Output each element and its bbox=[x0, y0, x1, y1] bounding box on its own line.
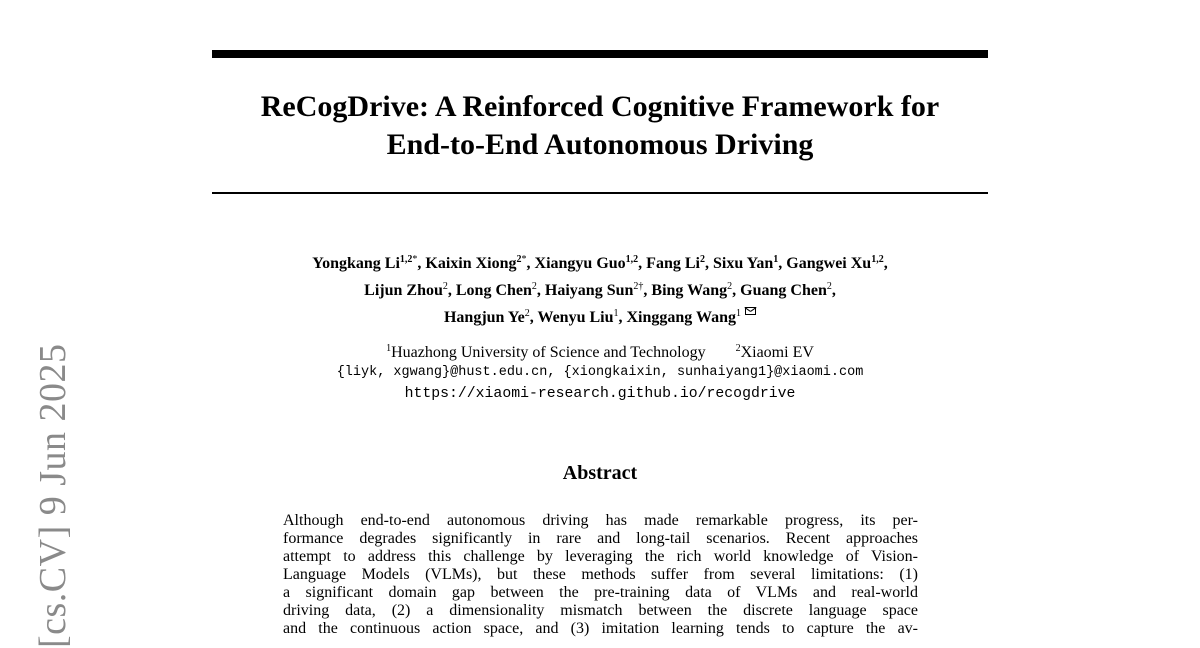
author-affiliation-mark: 2 bbox=[633, 281, 639, 292]
author-affiliation-mark: 2 bbox=[516, 254, 522, 265]
author-line-3: Hangjun Ye$^2$, Wenyu Liu$^1$, Xinggang Wang$^1$ bbox=[200, 302, 1000, 329]
affiliation-number: 1 bbox=[386, 343, 392, 354]
abstract-line: driving data, (2) a dimensionality mismatch between the discrete language space bbox=[283, 602, 918, 619]
abstract-body bbox=[283, 512, 918, 638]
paper-title-line-1: ReCogDrive: A Reinforced Cognitive Framework for bbox=[260, 90, 940, 123]
paper-title bbox=[212, 88, 988, 164]
author-line-1: Yongkang $Li^{1,2*}$, Kaixin Xiong$^{2*}$, Xiangyu Guo$^{1,2}$, Fang Li$^2$, Sixu Yan$^1$, Gangwei Xu$^{1,2}$, bbox=[312, 254, 888, 272]
author-emails: {liyk, xgwang}@hust.edu.cn, {xiongkaixin, sunhaiyang1}@xiaomi.com bbox=[336, 365, 864, 380]
author-name: Wenyu Liu bbox=[537, 309, 614, 326]
author-list bbox=[200, 248, 1000, 329]
author-affiliation-mark: 1,2 bbox=[625, 254, 639, 265]
abstract-heading: Abstract bbox=[562, 462, 638, 484]
envelope-icon bbox=[745, 307, 756, 315]
author-line-2: Lijun Zhou$^2$, Long Chen$^2$, Haiyang Sun$^{2\dagger}$, Bing Wang$^2$, Guang Chen$^2$, bbox=[364, 281, 836, 299]
author-affiliation-mark: 2 bbox=[442, 281, 448, 292]
abstract-line: and the continuous action space, and (3) imitation learning tends to capture the av- bbox=[283, 620, 918, 637]
author-name: Sixu Yan bbox=[712, 255, 774, 272]
equal-contribution-mark: * bbox=[521, 254, 527, 265]
author-name: Xinggang Wang bbox=[626, 309, 737, 326]
author-name: Gangwei Xu bbox=[786, 255, 872, 272]
author-affiliation-mark: 2 bbox=[524, 308, 530, 319]
author-name: Xiangyu Guo bbox=[534, 255, 626, 272]
abstract-line: a significant domain gap between the pre-training data of VLMs and real-world bbox=[283, 584, 918, 601]
author-affiliation-mark: 2 bbox=[826, 281, 832, 292]
equal-contribution-mark: * bbox=[412, 254, 418, 265]
affiliation-name: Huazhong University of Science and Technology bbox=[391, 344, 706, 361]
author-affiliation-mark: 1 bbox=[613, 308, 619, 319]
affiliation-number: 2 bbox=[735, 343, 741, 354]
author-affiliation-mark: 2 bbox=[727, 281, 733, 292]
author-name: Bing Wang bbox=[651, 282, 728, 299]
title-top-rule bbox=[212, 50, 988, 58]
arxiv-identifier-stamp: [cs.CV] 9 Jun 2025 bbox=[32, 343, 74, 648]
author-name: Hangjun Ye bbox=[443, 309, 525, 326]
author-name: Guang Chen bbox=[740, 282, 827, 299]
paper-title-line-2: End-to-End Autonomous Driving bbox=[386, 128, 814, 161]
affiliations bbox=[200, 338, 1000, 364]
author-name: Yongkang Li bbox=[312, 255, 400, 272]
abstract-line: formance degrades significantly in rare and long-tail scenarios. Recent approaches bbox=[283, 530, 918, 547]
author-affiliation-mark: 1,2 bbox=[399, 254, 413, 265]
author-name: Kaixin Xiong bbox=[425, 255, 517, 272]
abstract-line: Although end-to-end autonomous driving has made remarkable progress, its per- bbox=[283, 512, 918, 529]
author-name: Fang Li bbox=[646, 255, 700, 272]
author-affiliation-mark: 1,2 bbox=[871, 254, 884, 265]
author-name: Lijun Zhou bbox=[364, 282, 443, 299]
author-affiliation-mark: 1 bbox=[773, 254, 779, 265]
author-name: Long Chen bbox=[455, 282, 532, 299]
author-affiliation-mark: 1 bbox=[736, 308, 742, 319]
abstract-line: Language Models (VLMs), but these methods suffer from several limitations: (1) bbox=[283, 566, 918, 583]
title-bottom-rule bbox=[212, 192, 988, 194]
author-affiliation-mark: 2 bbox=[531, 281, 537, 292]
project-url-link[interactable]: https://xiaomi-research.github.io/recogdrive bbox=[404, 386, 796, 402]
author-name: Haiyang Sun bbox=[544, 282, 634, 299]
project-lead-mark: † bbox=[638, 281, 644, 292]
abstract-line: attempt to address this challenge by leveraging the rich world knowledge of Vision- bbox=[283, 548, 918, 565]
affiliation-name: Xiaomi EV bbox=[740, 344, 814, 361]
author-affiliation-mark: 2 bbox=[699, 254, 705, 265]
